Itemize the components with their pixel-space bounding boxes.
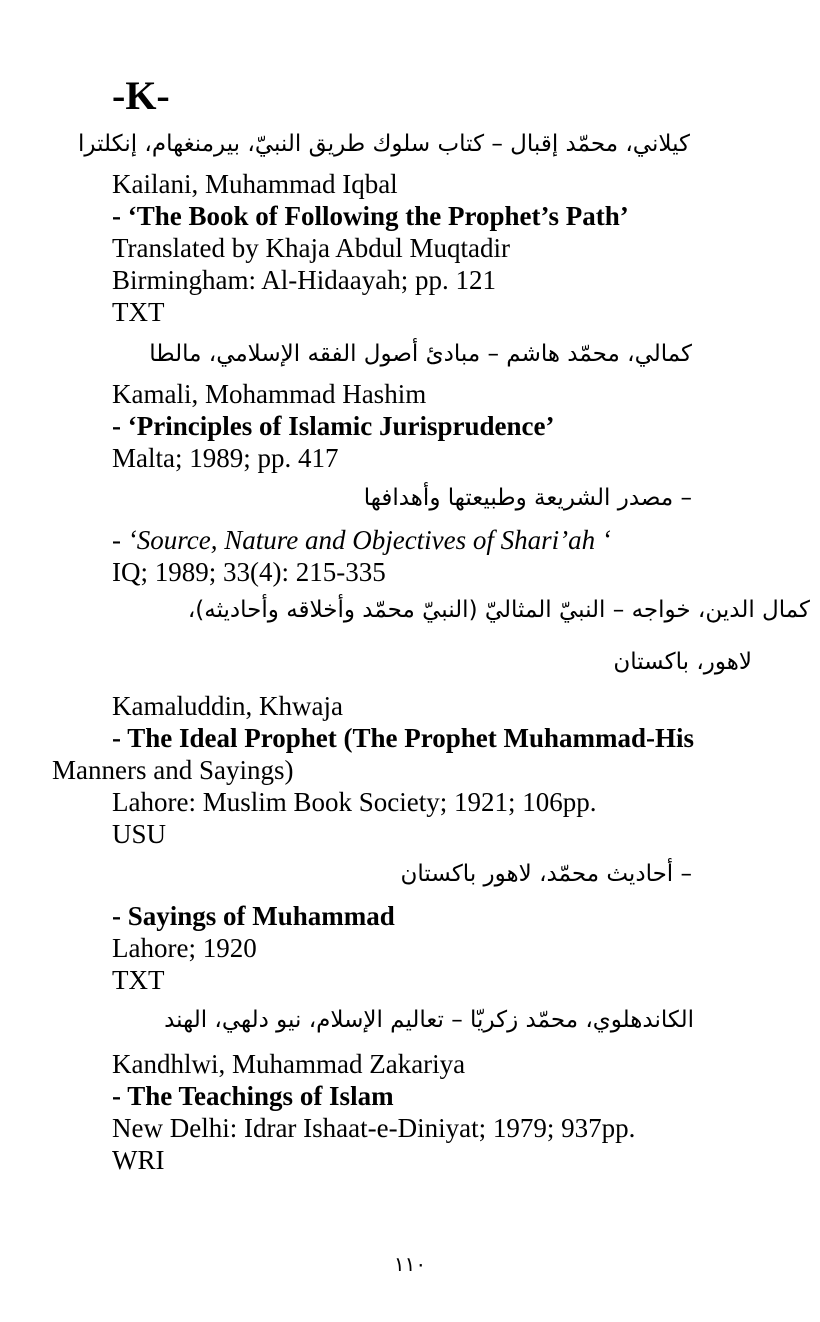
entry-title: - ‘Principles of Islamic Jurisprudence’ <box>112 411 555 441</box>
entry-library-code: WRI <box>112 1145 165 1175</box>
entry-arabic-title: كيلاني، محمّد إقبال – كتاب سلوك طريق النبيّ، بيرمنغهام، إنكلترا <box>77 131 690 157</box>
entry-publication: Lahore: Muslim Book Society; 1921; 106pp. <box>112 787 597 817</box>
entry-title-continued: Manners and Sayings) <box>52 755 294 785</box>
sub-entry-arabic-title: – أحاديث محمّد، لاهور باكستان <box>400 861 692 887</box>
entry-author: Kamali, Mohammad Hashim <box>112 379 427 409</box>
entry-author: Kamaluddin, Khwaja <box>112 691 343 721</box>
entry-author: Kandhlwi, Muhammad Zakariya <box>112 1049 466 1079</box>
section-letter-heading: -K- <box>112 73 170 118</box>
sub-entry-publication: Lahore; 1920 <box>112 933 257 963</box>
entry-library-code: USU <box>112 819 167 849</box>
entry-arabic-title: كمال الدين، خواجه – النبيّ المثاليّ (النبيّ محمّد وأخلاقه وأحاديثه)، <box>187 597 810 623</box>
entry-arabic-title-continued: لاهور، باكستان <box>613 649 752 675</box>
sub-entry-library-code: TXT <box>112 965 165 995</box>
entry-arabic-title: كمالي، محمّد هاشم – مبادئ أصول الفقه الإسلامي، مالطا <box>149 341 692 367</box>
entry-publication: New Delhi: Idrar Ishaat-e-Diniyat; 1979; 937pp. <box>112 1113 636 1143</box>
entry-title: - The Teachings of Islam <box>112 1081 394 1111</box>
page-number: ١١٠ <box>393 1252 427 1276</box>
entry-translator: Translated by Khaja Abdul Muqtadir <box>112 233 510 263</box>
sub-entry-publication: IQ; 1989; 33(4): 215-335 <box>112 557 386 587</box>
entry-title: - The Ideal Prophet (The Prophet Muhammad-His <box>112 723 695 753</box>
entry-library-code: TXT <box>112 297 165 327</box>
entry-author: Kailani, Muhammad Iqbal <box>112 169 398 199</box>
entry-publication: Birmingham: Al-Hidaayah; pp. 121 <box>112 265 496 295</box>
sub-entry-arabic-title: – مصدر الشريعة وطبيعتها وأهدافها <box>363 485 692 511</box>
sub-entry-title: - ‘Source, Nature and Objectives of Shari’ah ‘ <box>112 525 611 555</box>
entry-title: - ‘The Book of Following the Prophet’s Path’ <box>112 201 629 231</box>
sub-entry-title: - Sayings of Muhammad <box>112 901 395 931</box>
entry-publication: Malta; 1989; pp. 417 <box>112 443 339 473</box>
entry-arabic-title: الكاندهلوي، محمّد زكريّا – تعاليم الإسلام، نيو دلهي، الهند <box>164 1007 694 1033</box>
